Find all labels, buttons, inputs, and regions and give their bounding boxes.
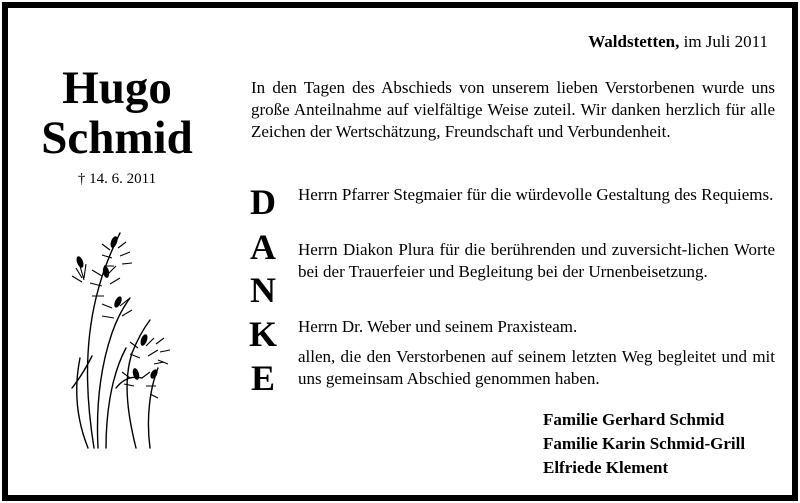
first-name: Hugo — [62, 62, 172, 114]
grass-plant-drawing — [66, 228, 178, 450]
intro-text: In den Tagen des Abschieds von unserem lieben Verstorbenen wurde uns große Anteilnahme auf vielfältige Weise zuteil. Wir danken herzlich für alle Zeichen der Wertschätzung, Freundschaft und Verbundenheit. — [251, 78, 775, 141]
deceased-name — [22, 63, 212, 163]
thanks-item: Herrn Dr. Weber und seinem Praxisteam. — [298, 317, 578, 336]
danke-letter-e: E — [250, 358, 275, 398]
death-date: † 14. 6. 2011 — [77, 171, 157, 187]
danke-letter-a: A — [250, 227, 276, 267]
date: im Juli 2011 — [683, 32, 768, 51]
signature-line: Elfriede Klement — [543, 458, 669, 477]
place: Waldstetten, — [588, 32, 680, 51]
danke-letter-n: N — [250, 270, 276, 310]
danke-letter-k: K — [248, 314, 277, 354]
thanks-item: Herrn Pfarrer Stegmaier für die würdevolle Gestaltung des Requiems. — [298, 185, 774, 204]
danke-letter-d: D — [250, 182, 276, 222]
obituary-card — [2, 2, 798, 501]
signatures — [543, 408, 745, 480]
last-name: Schmid — [41, 112, 193, 164]
thanks-item: Herrn Diakon Plura für die berührenden und zuversicht-lichen Worte bei der Trauerfeier und Begleitung bei der Urnenbeisetzung. — [298, 240, 775, 281]
signature-line: Familie Gerhard Schmid — [543, 410, 725, 429]
signature-line: Familie Karin Schmid-Grill — [543, 434, 746, 453]
place-date — [588, 32, 768, 52]
thanks-item: allen, die den Verstorbenen auf seinem letzten Weg begleitet und mit uns gemeinsam Abschied genommen haben. — [298, 347, 775, 388]
